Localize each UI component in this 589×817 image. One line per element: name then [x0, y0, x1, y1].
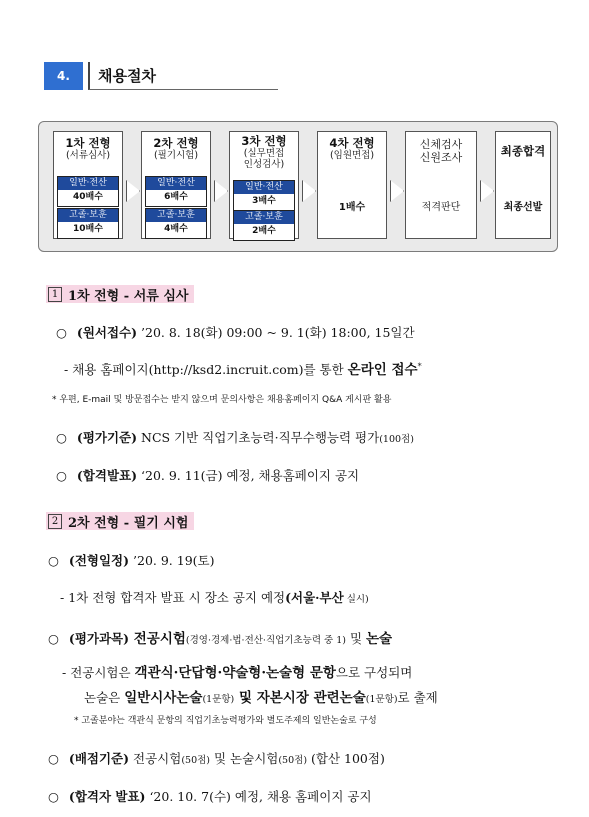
- flow-arrow-icon: [480, 180, 494, 202]
- stage-3-box: [229, 131, 299, 239]
- pill-label: 고졸·보훈: [234, 211, 294, 224]
- subjects-major: 전공시험: [129, 631, 186, 647]
- announce-text: ‘20. 9. 11(금) 예정, 채용홈페이지 공지: [137, 468, 360, 483]
- criteria-label: (평가기준): [76, 430, 138, 445]
- part-1-note: * 우편, E-mail 및 방문접수는 받지 않으며 문의사항은 채용홈페이지 Q&A 게시판 활용: [52, 395, 392, 405]
- receipt-text: ’20. 8. 18(화) 09:00 ~ 9. 1(화) 18:00, 15일간: [137, 325, 415, 340]
- schedule-line: [48, 551, 214, 569]
- stage-6-title: 최종합격: [500, 144, 546, 158]
- stage-3-general-ratio: [233, 180, 295, 211]
- stage-1-subtitle: (서류심사): [65, 150, 111, 161]
- pill-label: 일반·전산: [234, 181, 294, 194]
- desc-text: 로 출제: [397, 690, 438, 705]
- stage-5-line-1: 신체검사: [419, 138, 463, 151]
- pill-value: 3배수: [252, 196, 276, 206]
- announce-2-line: [48, 787, 372, 805]
- scoring-text: 및 논술시험: [210, 751, 279, 766]
- desc-bold: 객관식·단답형·약술형·논술형 문항: [134, 665, 336, 681]
- stage-4-subtitle: (임원면접): [329, 150, 375, 161]
- scoring-small: (50점): [278, 755, 308, 766]
- stage-1-highschool-ratio: [57, 208, 119, 239]
- desc-line-1: [62, 661, 412, 681]
- stage-5-line-2: 신원조사: [419, 151, 463, 164]
- bullet: ○: [48, 751, 59, 766]
- stage-2-subtitle: (필기시험): [153, 150, 199, 161]
- online-line: [64, 358, 422, 378]
- venue-bold: (서울·부산: [285, 590, 344, 605]
- venue-text: - 1차 전형 합격자 발표 시 장소 공지 예정: [60, 590, 286, 605]
- announce-label: (합격자 발표): [68, 789, 146, 804]
- criteria-small: (100점): [379, 434, 414, 445]
- stage-1-title: 1차 전형: [65, 136, 111, 150]
- stage-3-subtitle-2: 인성검사): [243, 159, 285, 170]
- pill-value: 4배수: [164, 224, 188, 234]
- stage-6-box: [495, 131, 551, 239]
- flow-arrow-icon: [390, 180, 404, 202]
- online-text: - 채용 홈페이지(http://ksd2.incruit.com)를 통한: [64, 362, 348, 377]
- venue-line: [60, 588, 369, 606]
- flow-arrow-icon: [302, 180, 316, 202]
- scoring-label: (배점기준): [68, 751, 130, 766]
- announce-1-line: [56, 466, 359, 484]
- scoring-line: [48, 749, 385, 767]
- criteria-line: [56, 428, 414, 446]
- stage-1-box: [53, 131, 123, 239]
- subjects-essay: 논술: [366, 631, 393, 647]
- stage-3-title: 3차 전형: [241, 134, 287, 148]
- stage-6-result: 최종선발: [503, 202, 543, 213]
- stage-2-title: 2차 전형: [153, 136, 199, 150]
- stage-3-highschool-ratio: [233, 210, 295, 241]
- stage-2-highschool-ratio: [145, 208, 207, 239]
- part-2-title: 2차 전형 - 필기 시험: [68, 515, 189, 531]
- bullet: ○: [56, 430, 67, 445]
- criteria-text: NCS 기반 직업기초능력·직무수행능력 평가: [137, 430, 380, 445]
- part-1-header: [46, 285, 194, 303]
- bullet: ○: [48, 631, 59, 646]
- stage-2-general-ratio: [145, 176, 207, 207]
- flow-arrow-icon: [214, 180, 228, 202]
- schedule-label: (전형일정): [68, 553, 130, 568]
- schedule-text: ’20. 9. 19(토): [129, 553, 215, 568]
- subjects-label: (평가과목): [68, 631, 130, 646]
- scoring-text: (합산 100점): [307, 751, 385, 766]
- part-2-note: * 고졸분야는 객관식 문항의 직업기초능력평가와 별도주제의 일반논술로 구성: [74, 716, 377, 726]
- receipt-label: (원서접수): [76, 325, 138, 340]
- desc-line-2: [84, 686, 438, 706]
- bullet: ○: [56, 325, 67, 340]
- receipt-line: [56, 323, 415, 341]
- part-2-header: [46, 512, 194, 530]
- pill-value: 10배수: [73, 224, 103, 234]
- desc-text: 으로 구성되며: [335, 665, 413, 680]
- stage-4-title: 4차 전형: [329, 136, 375, 150]
- subjects-small: (경영·경제·법·전산·직업기초능력 중 1): [185, 635, 346, 646]
- part-1-title: 1차 전형 - 서류 심사: [68, 288, 189, 304]
- recruitment-flow-diagram: [38, 121, 558, 252]
- stage-2-box: [141, 131, 211, 239]
- stage-4-result: 1배수: [338, 202, 366, 213]
- stage-4-box: [317, 131, 387, 239]
- desc-text: 논술은: [84, 690, 125, 705]
- pill-label: 고졸·보훈: [58, 209, 118, 222]
- desc-text: - 전공시험은: [62, 665, 135, 680]
- subjects-line: [48, 627, 392, 647]
- online-sup: *: [417, 361, 422, 371]
- pill-label: 일반·전산: [58, 177, 118, 190]
- part-2-number: 2: [48, 514, 62, 529]
- pill-value: 40배수: [73, 192, 103, 202]
- bullet: ○: [56, 468, 67, 483]
- pill-value: 2배수: [252, 226, 276, 236]
- desc-small: (1문항): [202, 694, 235, 705]
- part-1-number: 1: [48, 287, 62, 302]
- stage-5-box: [405, 131, 477, 239]
- pill-label: 일반·전산: [146, 177, 206, 190]
- desc-bold: 및 자본시장 관련논술: [234, 690, 366, 706]
- desc-bold: 일반시사논술: [124, 690, 203, 706]
- subjects-text: 및: [345, 631, 367, 646]
- scoring-text: 전공시험: [129, 751, 182, 766]
- bullet: ○: [48, 553, 59, 568]
- venue-small: 실시): [343, 594, 369, 605]
- announce-label: (합격발표): [76, 468, 138, 483]
- online-bold: 온라인 접수: [347, 362, 418, 378]
- announce-text: ‘20. 10. 7(수) 예정, 채용 홈페이지 공지: [145, 789, 372, 804]
- flow-arrow-icon: [126, 180, 140, 202]
- stage-5-result: 적격판단: [421, 202, 461, 213]
- pill-value: 6배수: [164, 192, 188, 202]
- bullet: ○: [48, 789, 59, 804]
- stage-1-general-ratio: [57, 176, 119, 207]
- section-title: 채용절차: [88, 62, 278, 90]
- scoring-small: (50점): [181, 755, 211, 766]
- desc-small: (1문항): [365, 694, 398, 705]
- section-number: 4.: [44, 62, 83, 90]
- pill-label: 고졸·보훈: [146, 209, 206, 222]
- stage-3-subtitle-1: (실무면접: [243, 148, 285, 159]
